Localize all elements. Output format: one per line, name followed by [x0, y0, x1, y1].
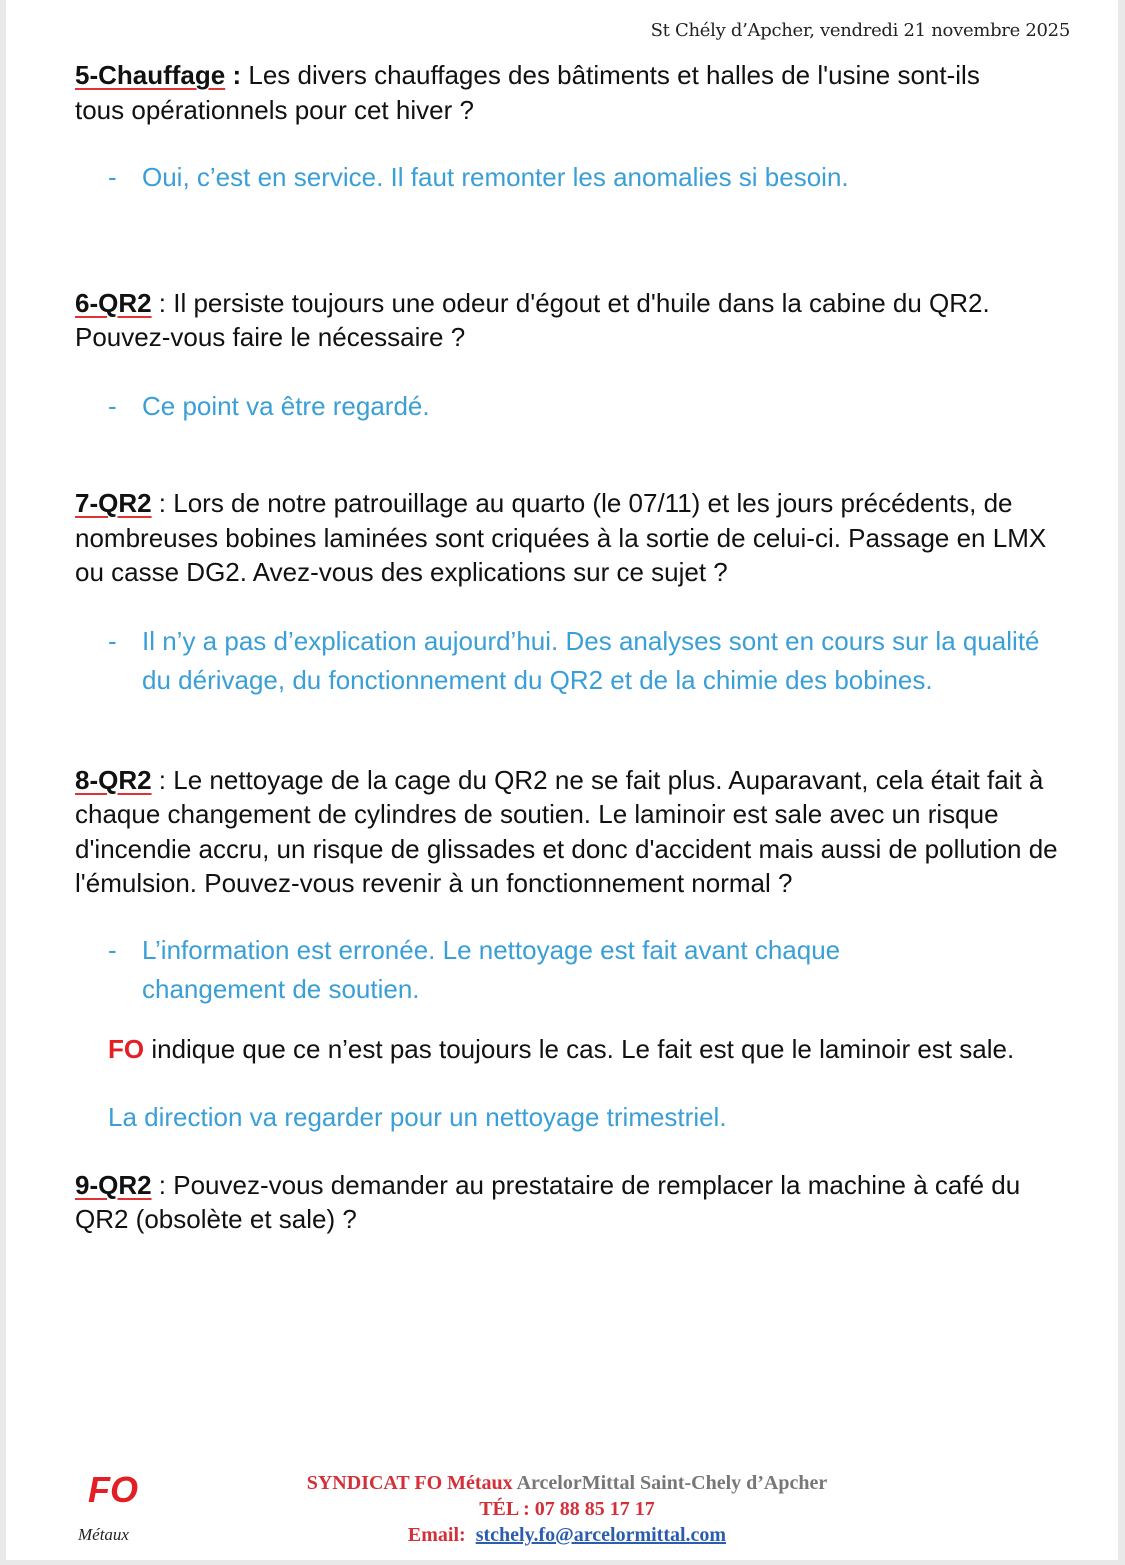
list-dash: - [108, 162, 117, 192]
svg-text:Métaux: Métaux [78, 1525, 129, 1544]
question-6 [75, 286, 1065, 355]
answer-7 [108, 622, 1058, 701]
answer-text: L’information est erronée. Le nettoyage est fait avant chaque changement de soutien. [142, 934, 841, 1004]
document-body [6, 0, 1118, 1237]
answer-6 [108, 387, 1068, 427]
company-name: ArcelorMittal Saint-Chely d’Apcher [512, 1472, 828, 1494]
email-link[interactable]: stchely.fo@arcelormittal.com [475, 1524, 727, 1546]
answer-text: Il n’y a pas d’explication aujourd’hui. Des analyses sont en cours sur la qualité du dérivage, du fonctionnement du QR2 et de la chimie des bobines. [142, 625, 1040, 695]
separator: : [151, 488, 174, 518]
question-text: Pouvez-vous demander au prestataire de remplacer la machine à café du QR2 (obsolète et sale) ? [75, 1169, 1021, 1234]
separator: : [151, 287, 174, 318]
note-text: indique que ce n’est pas toujours le cas. Le fait est que le laminoir est sale. [144, 1033, 1015, 1064]
question-7 [75, 486, 1065, 590]
tel-label: TÉL : [479, 1498, 535, 1520]
answer-8 [108, 931, 968, 1010]
list-dash: - [108, 934, 117, 965]
footer-tel-line [16, 1496, 1118, 1522]
fo-label: FO [108, 1033, 145, 1064]
answer-text: Oui, c’est en service. Il faut remonter les anomalies si besoin. [142, 162, 849, 192]
document-page [6, 0, 1118, 1560]
question-heading: 5-Chauffage [75, 60, 226, 90]
footer [6, 1470, 1118, 1548]
question-8 [75, 763, 1065, 901]
question-text: Les divers chauffages des bâtiments et halles de l'usine sont-ils tous opérationnels pour cet hiver ? [75, 60, 980, 125]
footer-email-line [16, 1522, 1118, 1548]
org-name: SYNDICAT FO Métaux [306, 1472, 513, 1494]
question-5 [75, 58, 1025, 127]
document-date: St Chély d’Apcher, vendredi 21 novembre 2025 [650, 20, 1070, 41]
list-dash: - [108, 390, 117, 421]
answer-text: Ce point va être regardé. [142, 390, 430, 421]
list-dash: - [108, 625, 117, 656]
question-text: Il persiste toujours une odeur d'égout et d'huile dans la cabine du QR2. Pouvez-vous faire le nécessaire ? [75, 287, 990, 352]
question-9 [75, 1168, 1045, 1237]
question-heading: 9-QR2 [75, 1169, 152, 1200]
question-heading: 7-QR2 [75, 488, 152, 518]
fo-note [108, 1032, 1048, 1066]
footer-org-line [16, 1470, 1118, 1496]
separator: : [151, 1169, 174, 1200]
svg-text:FO: FO [88, 1469, 138, 1510]
tel-number: 07 88 85 17 17 [534, 1498, 655, 1520]
answer-5 [108, 158, 1068, 198]
question-heading: 8-QR2 [75, 764, 152, 795]
question-heading: 6-QR2 [75, 287, 152, 318]
question-text: Le nettoyage de la cage du QR2 ne se fait plus. Auparavant, cela était fait à chaque changement de cylindres de soutien. Le laminoir est sale avec un risque d'incendie accru, un risque de glissades et donc d'accident mais aussi de pollution de l'émulsion. Pouvez-vous revenir à un fonctionnement normal ? [75, 764, 1058, 898]
separator: : [151, 764, 174, 795]
direction-response: La direction va regarder pour un nettoyage trimestriel. [108, 1101, 727, 1132]
question-text: Lors de notre patrouillage au quarto (le 07/11) et les jours précédents, de nombreuses bobines laminées sont criquées à la sortie de celui-ci. Passage en LMX ou casse DG2. Avez-vous des explications sur ce sujet ? [75, 488, 1047, 587]
separator: : [225, 60, 249, 90]
email-label: Email: [407, 1524, 476, 1546]
